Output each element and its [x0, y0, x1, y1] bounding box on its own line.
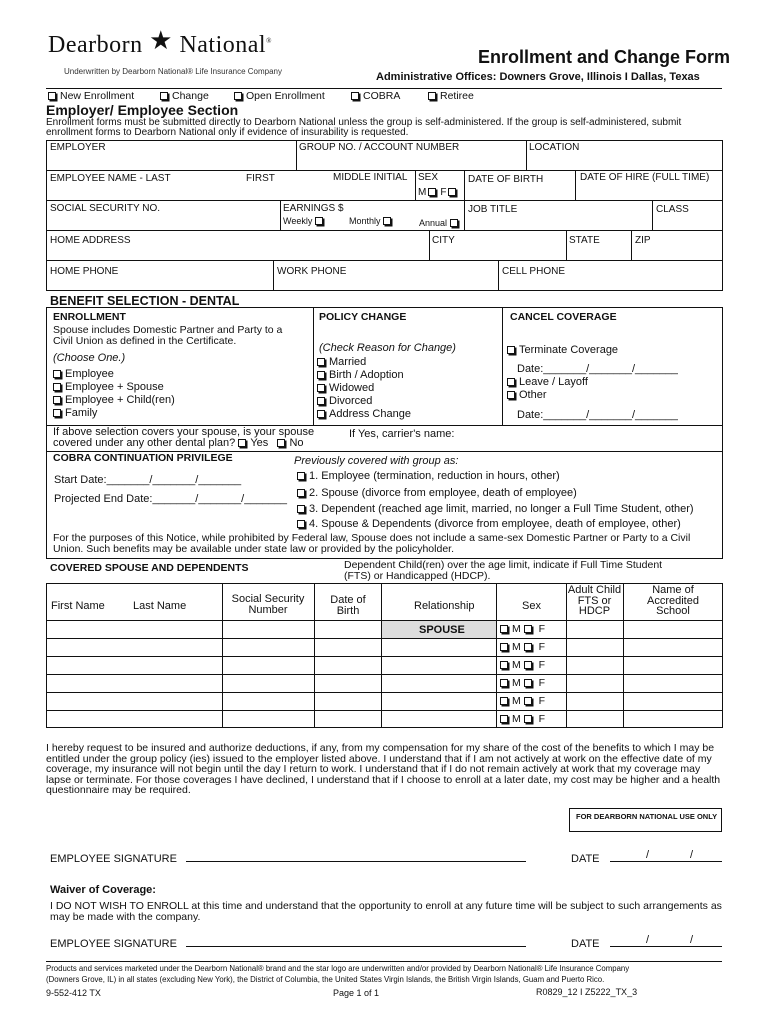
- checkbox-icon[interactable]: [238, 439, 246, 447]
- divider: [46, 200, 723, 201]
- logo: Dearborn ★ National®: [48, 26, 272, 58]
- m-label: M: [512, 623, 521, 635]
- checkbox-icon: [315, 217, 323, 225]
- type-label: COBRA: [363, 90, 401, 102]
- zip-field[interactable]: ZIP: [635, 235, 651, 246]
- cancel-option[interactable]: [507, 389, 547, 401]
- checkbox-icon: [317, 358, 325, 366]
- sex-options[interactable]: [418, 187, 460, 198]
- sex-options-row[interactable]: [500, 677, 545, 689]
- change-option[interactable]: [317, 408, 411, 420]
- sex-options-row[interactable]: [500, 713, 545, 725]
- waiver-signature-line[interactable]: [186, 946, 526, 947]
- checkbox-icon: [500, 715, 508, 723]
- employer-field[interactable]: EMPLOYER: [50, 142, 106, 153]
- checkbox-icon: [500, 643, 508, 651]
- covered-heading: COVERED SPOUSE AND DEPENDENTS: [50, 562, 249, 574]
- start-date[interactable]: Start Date:_______/_______/_______: [54, 474, 242, 486]
- enroll-option[interactable]: [53, 394, 175, 406]
- divider: [46, 88, 722, 89]
- f-label: F: [538, 641, 546, 653]
- checkbox-icon: [524, 679, 532, 687]
- divider: [496, 583, 497, 728]
- date-slashes: /: [646, 849, 650, 861]
- f-label: F: [538, 677, 546, 689]
- type-change[interactable]: [160, 90, 209, 102]
- footer-divider: [46, 961, 722, 962]
- no-label: No: [289, 437, 304, 449]
- divider: [46, 260, 723, 261]
- option-label: 4. Spouse & Dependents (divorce from employee, death of employee, other): [309, 518, 681, 530]
- checkbox-icon: [524, 643, 532, 651]
- f-label: F: [440, 187, 447, 198]
- revision-codes: R0829_12 I Z5222_TX_3: [536, 987, 638, 997]
- option-label: 1. Employee (termination, reduction in hours, other): [309, 470, 560, 482]
- checkbox-icon: [428, 92, 436, 100]
- checkbox-icon: [53, 396, 61, 404]
- checkbox-icon: [507, 378, 515, 386]
- waiver-signature-label: EMPLOYEE SIGNATURE: [50, 938, 177, 950]
- ssn-field[interactable]: SOCIAL SECURITY NO.: [50, 203, 161, 214]
- checkbox-icon: [450, 219, 458, 227]
- notice-text: For the purposes of this Notice, while prohibited by Federal law, Spouse does not include a same-sex Domestic Partner or Party to a Civil Union. Such benefits may be available under state law or provided by the policyholder.: [53, 532, 691, 555]
- m-label: M: [512, 713, 521, 725]
- option-label: Divorced: [329, 395, 373, 407]
- m-label: M: [418, 187, 427, 198]
- city-field[interactable]: CITY: [432, 235, 455, 246]
- divider: [575, 170, 576, 200]
- annual-option[interactable]: [419, 218, 462, 228]
- date-line[interactable]: [610, 861, 722, 862]
- divider: [526, 140, 527, 170]
- checkbox-icon: [507, 346, 515, 354]
- option-label: 3. Dependent (reached age limit, married, no longer a Full Time Student, other): [309, 503, 694, 515]
- col-ssn: Social Security Number: [231, 593, 305, 616]
- col-sex: Sex: [522, 600, 541, 612]
- divider: [498, 260, 499, 291]
- policy-change-heading: POLICY CHANGE: [319, 311, 407, 323]
- underwritten: Underwritten by Dearborn National® Life Insurance Company: [64, 67, 283, 76]
- divider: [280, 200, 281, 230]
- footer-line-2: (Downers Grove, IL) in all states (excluding New York), the District of Columbia, the United States Virgin Islands, the British Virgin Islands, Guam and Puerto Rico.: [46, 975, 605, 984]
- spouse-label: SPOUSE: [419, 624, 465, 636]
- checkbox-icon[interactable]: [277, 439, 285, 447]
- m-label: M: [512, 659, 521, 671]
- type-open[interactable]: [234, 90, 325, 102]
- monthly-option[interactable]: [349, 216, 395, 226]
- form-number: 9-552-412 TX: [46, 988, 101, 998]
- page-number: Page 1 of 1: [333, 988, 380, 998]
- cobra-option[interactable]: [297, 503, 694, 515]
- m-label: M: [512, 695, 521, 707]
- terminate-date[interactable]: Date:_______/_______/_______: [517, 363, 678, 375]
- option-label: Birth / Adoption: [329, 369, 404, 381]
- signature-label: EMPLOYEE SIGNATURE: [50, 853, 177, 865]
- waiver-date-line[interactable]: [610, 946, 722, 947]
- waiver-text: I DO NOT WISH TO ENROLL at this time and understand that the opportunity to enroll at any future time will be subject to such arrangements as may be made with the company.: [50, 900, 722, 923]
- checkbox-icon: [524, 715, 532, 723]
- checkbox-icon: [317, 371, 325, 379]
- address-field[interactable]: HOME ADDRESS: [50, 235, 131, 246]
- waiver-date-label: DATE: [571, 938, 600, 950]
- change-option[interactable]: [317, 369, 404, 381]
- intro-text: Enrollment forms must be submitted directly to Dearborn National unless the group is self-administered. If the group is self-administered, submit enrollment forms to Dearborn National only if evidence of insurability is requested.: [46, 117, 682, 138]
- type-label: Retiree: [440, 90, 474, 102]
- divider: [381, 583, 382, 728]
- checkbox-icon: [351, 92, 359, 100]
- option-label: Family: [65, 407, 98, 419]
- divider: [313, 307, 314, 425]
- spouse-note: Spouse includes Domestic Partner and Party to a Civil Union as defined in the Certificate.: [53, 324, 283, 347]
- sex-options-row[interactable]: [500, 659, 545, 671]
- type-retiree[interactable]: [428, 90, 474, 102]
- change-option[interactable]: [317, 395, 372, 407]
- class-field[interactable]: CLASS: [656, 204, 689, 215]
- hire-date-field[interactable]: DATE OF HIRE (FULL TIME): [580, 172, 710, 183]
- footer-line-1: Products and services marketed under the Dearborn National® brand and the star logo are underwritten and/or provided by Dearborn National® Life Insurance Company: [46, 964, 630, 973]
- logo-right: National: [179, 32, 267, 58]
- type-new[interactable]: [48, 90, 134, 102]
- checkbox-icon: [160, 92, 168, 100]
- offices: Administrative Offices: Downers Grove, Illinois I Dallas, Texas: [376, 71, 700, 83]
- checkbox-icon: [53, 383, 61, 391]
- m-label: M: [512, 677, 521, 689]
- checkbox-icon: [428, 188, 436, 196]
- checkbox-icon: [383, 217, 391, 225]
- checkbox-icon: [234, 92, 242, 100]
- dependent-note: Dependent Child(ren) over the age limit, indicate if Full Time Student (FTS) or Handicapped (HDCP).: [344, 559, 663, 582]
- checkbox-icon: [500, 697, 508, 705]
- divider: [46, 230, 723, 231]
- divider: [415, 170, 416, 200]
- benefit-title: BENEFIT SELECTION - DENTAL: [50, 294, 240, 308]
- divider: [314, 583, 315, 728]
- check-reason: (Check Reason for Change): [319, 342, 456, 354]
- signature-line[interactable]: [186, 861, 526, 862]
- change-option[interactable]: [317, 382, 374, 394]
- sex-options-row[interactable]: [500, 623, 545, 635]
- f-label: F: [538, 623, 546, 635]
- m-label: M: [512, 641, 521, 653]
- cell-phone-field[interactable]: CELL PHONE: [502, 266, 565, 277]
- group-no-field[interactable]: GROUP NO. / ACCOUNT NUMBER: [299, 142, 460, 153]
- checkbox-icon: [48, 92, 56, 100]
- logo-left: Dearborn: [48, 32, 143, 58]
- dob-field[interactable]: DATE OF BIRTH: [468, 174, 544, 185]
- divider: [631, 230, 632, 260]
- employer-section-title: Employer/ Employee Section: [46, 102, 239, 118]
- col-last-name: Last Name: [133, 600, 187, 612]
- option-label: Married: [329, 356, 367, 368]
- checkbox-icon: [53, 409, 61, 417]
- weekly-label: Weekly: [283, 216, 313, 226]
- col-school: Name of Accredited School: [647, 584, 699, 617]
- divider: [652, 200, 653, 230]
- checkbox-icon: [317, 397, 325, 405]
- previously-covered: Previously covered with group as:: [294, 455, 459, 467]
- other-date[interactable]: Date:_______/_______/_______: [517, 409, 678, 421]
- option-label: Other: [519, 389, 547, 401]
- option-label: 2. Spouse (divorce from employee, death of employee): [309, 487, 577, 499]
- last-name-field[interactable]: EMPLOYEE NAME - LAST: [50, 173, 171, 184]
- form-title: Enrollment and Change Form: [478, 47, 731, 67]
- divider: [502, 307, 503, 425]
- job-title-field[interactable]: JOB TITLE: [468, 204, 518, 215]
- date-slashes: /: [646, 934, 650, 946]
- checkbox-icon: [317, 410, 325, 418]
- carrier-name-field[interactable]: If Yes, carrier's name:: [349, 428, 455, 440]
- office-use-label: FOR DEARBORN NATIONAL USE ONLY: [576, 812, 718, 821]
- col-dob: Date of Birth: [330, 594, 366, 617]
- f-label: F: [538, 713, 546, 725]
- enroll-option[interactable]: [53, 368, 114, 380]
- divider: [566, 230, 567, 260]
- sex-options-row[interactable]: [500, 695, 545, 707]
- type-label: New Enrollment: [60, 90, 135, 102]
- sex-options-row[interactable]: [500, 641, 545, 653]
- checkbox-icon: [297, 489, 305, 497]
- type-label: Open Enrollment: [246, 90, 325, 102]
- checkbox-icon: [500, 679, 508, 687]
- divider: [273, 260, 274, 291]
- choose-one: (Choose One.): [53, 352, 126, 364]
- col-first-name: First Name: [51, 600, 105, 612]
- star-icon: ★: [149, 26, 173, 55]
- checkbox-icon: [297, 505, 305, 513]
- waiver-title: Waiver of Coverage:: [50, 884, 156, 896]
- checkbox-icon: [524, 697, 532, 705]
- middle-initial-field[interactable]: MIDDLE INITIAL: [333, 172, 408, 183]
- checkbox-icon: [524, 625, 532, 633]
- authorization-text: I hereby request to be insured and authorize deductions, if any, from my compensation for my share of the cost of the benefits to which I may be entitled under the group policy (ies) issued to the employer listed above. I understand that if I am not actively at work on the effective date of my coverage, my insurance will not begin until the day I return to work. I understand that if I do not remain actively at work that my coverage may lapse or terminate. For those coverages I have declined, I understand that if I choose to enroll at a later date, my cost may be higher and a health questionnaire may be required.: [46, 742, 721, 796]
- other-dental-question: [53, 427, 343, 449]
- earnings-field[interactable]: EARNINGS $: [283, 203, 344, 214]
- checkbox-icon: [297, 472, 305, 480]
- date-slashes: /: [690, 849, 694, 861]
- work-phone-field[interactable]: WORK PHONE: [277, 266, 347, 277]
- cobra-option[interactable]: [297, 518, 681, 530]
- checkbox-icon: [500, 661, 508, 669]
- divider: [46, 710, 723, 711]
- divider: [296, 140, 297, 170]
- enroll-option[interactable]: [53, 407, 97, 419]
- divider: [464, 170, 465, 200]
- change-option[interactable]: [317, 356, 366, 368]
- option-label: Employee: [65, 368, 114, 380]
- divider: [623, 583, 624, 728]
- f-label: F: [538, 659, 546, 671]
- option-label: Address Change: [329, 408, 411, 420]
- yes-label: Yes: [250, 437, 269, 449]
- divider: [429, 230, 430, 260]
- f-label: F: [538, 695, 546, 707]
- option-label: Employee + Child(ren): [65, 394, 175, 406]
- type-label: Change: [172, 90, 209, 102]
- divider: [464, 200, 465, 230]
- divider: [46, 638, 723, 639]
- checkbox-icon: [500, 625, 508, 633]
- checkbox-icon: [524, 661, 532, 669]
- option-label: Employee + Spouse: [65, 381, 164, 393]
- divider: [46, 692, 723, 693]
- enrollment-heading: ENROLLMENT: [53, 311, 126, 323]
- option-label: Leave / Layoff: [519, 376, 588, 388]
- first-name-field[interactable]: FIRST: [246, 173, 275, 184]
- date-label: DATE: [571, 853, 600, 865]
- annual-label: Annual: [419, 218, 448, 228]
- checkbox-icon: [297, 520, 305, 528]
- enroll-option[interactable]: [53, 381, 164, 393]
- checkbox-icon: [53, 370, 61, 378]
- option-label: Widowed: [329, 382, 375, 394]
- cancel-option[interactable]: [507, 344, 618, 356]
- question-text: If above selection covers your spouse, is your spouse covered under any other dental plan?: [53, 426, 315, 449]
- state-field[interactable]: STATE: [569, 235, 600, 246]
- date-slashes: /: [690, 934, 694, 946]
- col-relationship: Relationship: [414, 600, 475, 612]
- cobra-option[interactable]: [297, 470, 560, 482]
- sex-label: SEX: [418, 172, 439, 183]
- cobra-heading: COBRA CONTINUATION PRIVILEGE: [53, 452, 233, 464]
- cobra-option[interactable]: [297, 487, 577, 499]
- location-field[interactable]: LOCATION: [529, 142, 580, 153]
- projected-end-date[interactable]: Projected End Date:_______/_______/_______: [54, 493, 288, 505]
- checkbox-icon: [317, 384, 325, 392]
- checkbox-icon: [448, 188, 456, 196]
- option-label: Terminate Coverage: [519, 344, 619, 356]
- type-cobra[interactable]: [351, 90, 400, 102]
- cancel-option[interactable]: [507, 376, 588, 388]
- divider: [46, 170, 723, 171]
- weekly-option[interactable]: [283, 216, 327, 226]
- cancel-heading: CANCEL COVERAGE: [510, 311, 617, 323]
- divider: [46, 656, 723, 657]
- monthly-label: Monthly: [349, 216, 381, 226]
- home-phone-field[interactable]: HOME PHONE: [50, 266, 119, 277]
- col-adult-child: Adult Child FTS or HDCP: [567, 584, 622, 617]
- divider: [46, 674, 723, 675]
- checkbox-icon: [507, 391, 515, 399]
